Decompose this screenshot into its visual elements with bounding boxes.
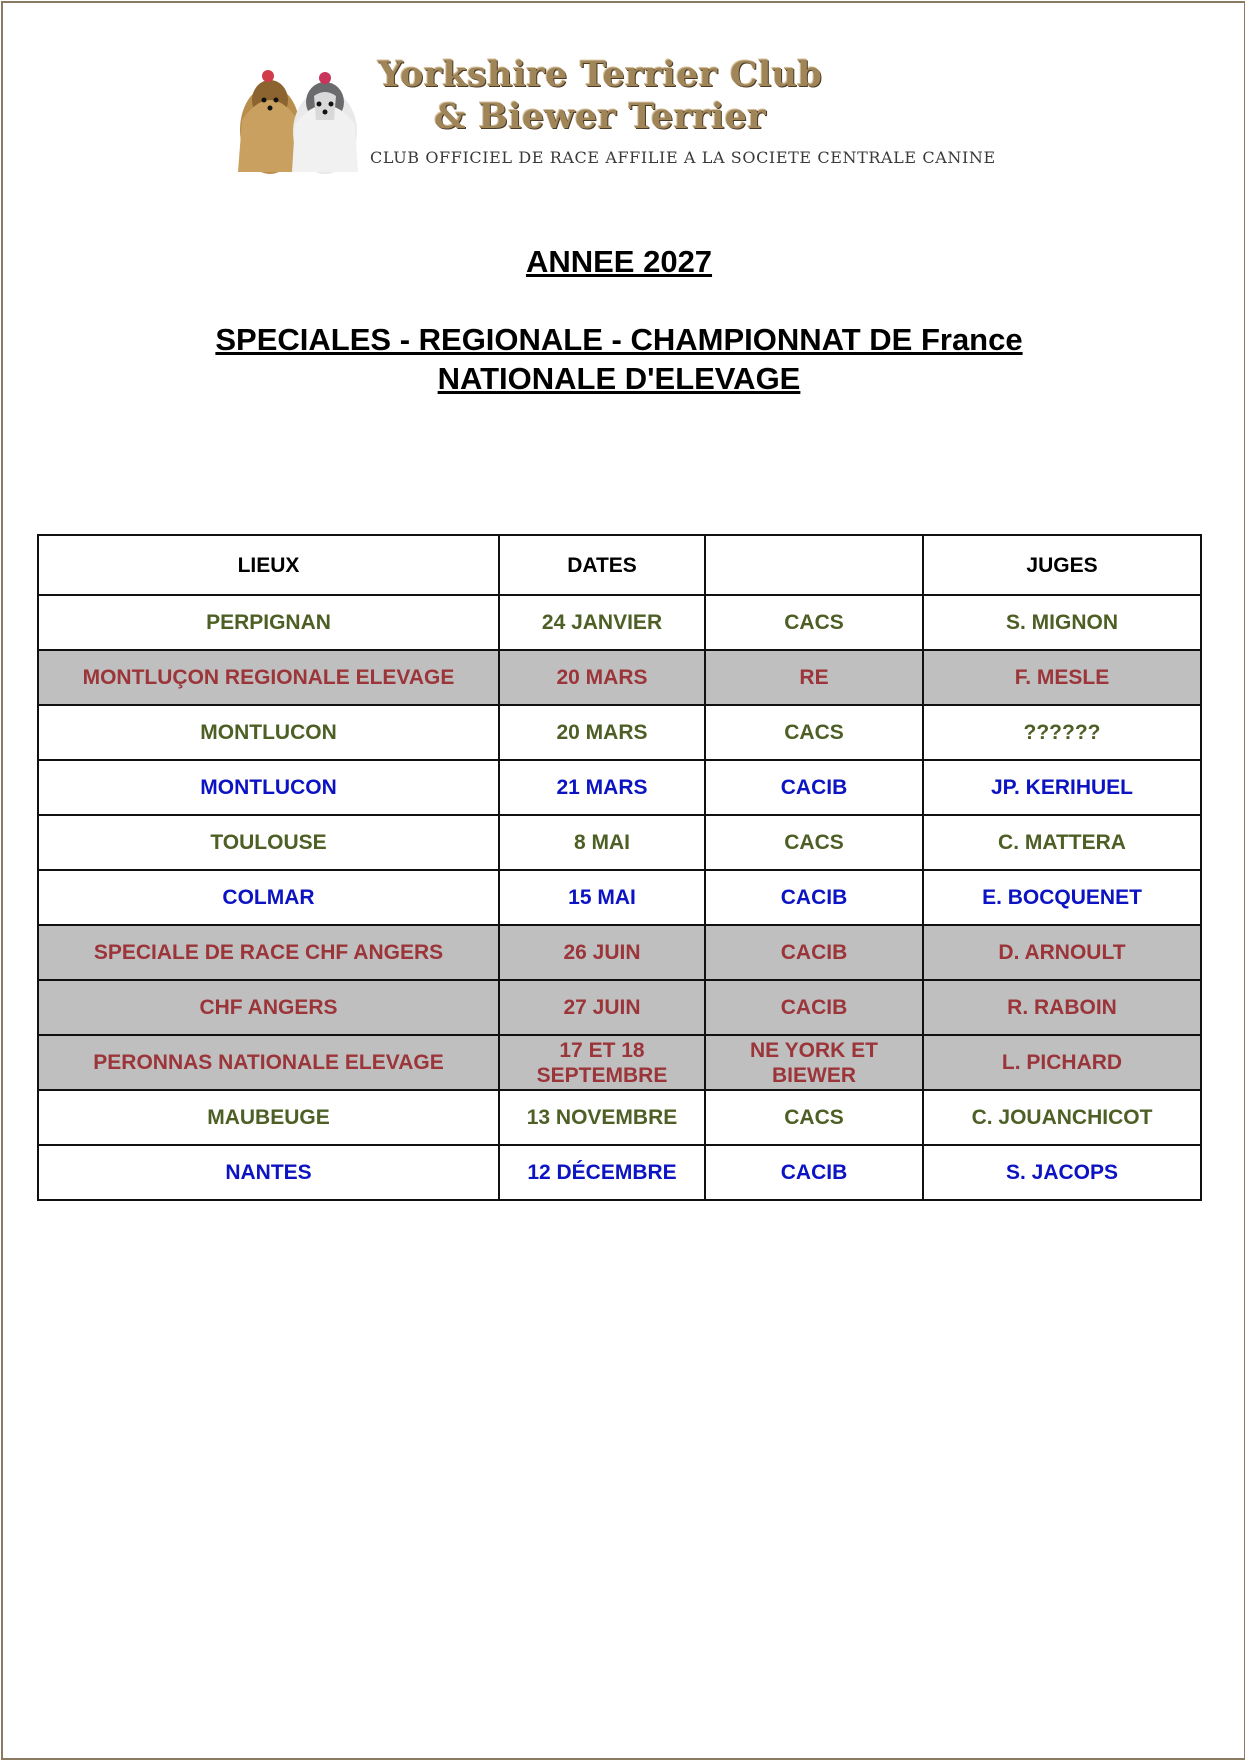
cell-date: 24 JANVIER — [499, 595, 705, 650]
cell-lieu: PERPIGNAN — [38, 595, 499, 650]
club-name-line2: & Biewer Terrier — [434, 96, 766, 137]
cell-lieu: TOULOUSE — [38, 815, 499, 870]
cell-juge: C. MATTERA — [923, 815, 1201, 870]
table-row — [38, 650, 1201, 705]
cell-juge: L. PICHARD — [923, 1035, 1201, 1090]
table-row — [38, 980, 1201, 1035]
cell-lieu: MAUBEUGE — [38, 1090, 499, 1145]
table-row — [38, 815, 1201, 870]
cell-type: CACIB — [705, 760, 923, 815]
table-row — [38, 870, 1201, 925]
table-row — [38, 1145, 1201, 1200]
cell-type: CACS — [705, 595, 923, 650]
cell-lieu: COLMAR — [38, 870, 499, 925]
page-title-line2: NATIONALE D'ELEVAGE — [437, 361, 801, 396]
cell-juge: C. JOUANCHICOT — [923, 1090, 1201, 1145]
header-type — [705, 535, 923, 595]
header-dates: DATES — [499, 535, 705, 595]
page-title-line1: SPECIALES - REGIONALE - CHAMPIONNAT DE France — [215, 322, 1023, 357]
club-logo — [230, 52, 996, 177]
cell-juge: S. MIGNON — [923, 595, 1201, 650]
cell-juge: S. JACOPS — [923, 1145, 1201, 1200]
cell-date: 20 MARS — [499, 705, 705, 760]
cell-date: 21 MARS — [499, 760, 705, 815]
cell-date: 17 ET 18 SEPTEMBRE — [499, 1035, 705, 1090]
cell-date: 27 JUIN — [499, 980, 705, 1035]
club-name — [370, 54, 830, 138]
page-title — [0, 320, 1238, 398]
cell-juge: F. MESLE — [923, 650, 1201, 705]
cell-juge: R. RABOIN — [923, 980, 1201, 1035]
cell-juge: JP. KERIHUEL — [923, 760, 1201, 815]
cell-date: 12 DÉCEMBRE — [499, 1145, 705, 1200]
cell-date: 8 MAI — [499, 815, 705, 870]
cell-type: CACS — [705, 815, 923, 870]
cell-juge: D. ARNOULT — [923, 925, 1201, 980]
table-row — [38, 925, 1201, 980]
cell-date: 20 MARS — [499, 650, 705, 705]
cell-lieu: MONTLUCON — [38, 760, 499, 815]
cell-type: RE — [705, 650, 923, 705]
club-subtitle: CLUB OFFICIEL DE RACE AFFILIE A LA SOCIETE CENTRALE CANINE — [370, 148, 996, 167]
table-row — [38, 705, 1201, 760]
cell-lieu: SPECIALE DE RACE CHF ANGERS — [38, 925, 499, 980]
dogs-logo-icon — [230, 60, 365, 175]
table-header-row — [38, 535, 1201, 595]
cell-juge: E. BOCQUENET — [923, 870, 1201, 925]
cell-type: CACS — [705, 705, 923, 760]
cell-lieu: CHF ANGERS — [38, 980, 499, 1035]
cell-date: 26 JUIN — [499, 925, 705, 980]
table-row — [38, 1035, 1201, 1090]
events-table — [37, 534, 1202, 1201]
table-row — [38, 1090, 1201, 1145]
table-row — [38, 760, 1201, 815]
header-lieux: LIEUX — [38, 535, 499, 595]
table-body — [38, 595, 1201, 1200]
cell-type: CACIB — [705, 870, 923, 925]
table-row — [38, 595, 1201, 650]
cell-type: CACIB — [705, 980, 923, 1035]
cell-type: CACIB — [705, 925, 923, 980]
cell-date: 15 MAI — [499, 870, 705, 925]
cell-juge: ?????? — [923, 705, 1201, 760]
cell-date: 13 NOVEMBRE — [499, 1090, 705, 1145]
cell-lieu: MONTLUCON — [38, 705, 499, 760]
cell-type: CACIB — [705, 1145, 923, 1200]
club-name-line1: Yorkshire Terrier Club — [377, 54, 823, 95]
page-title-year: ANNEE 2027 — [525, 244, 713, 279]
cell-lieu: PERONNAS NATIONALE ELEVAGE — [38, 1035, 499, 1090]
cell-lieu: MONTLUÇON REGIONALE ELEVAGE — [38, 650, 499, 705]
cell-type: CACS — [705, 1090, 923, 1145]
cell-lieu: NANTES — [38, 1145, 499, 1200]
cell-type: NE YORK ET BIEWER — [705, 1035, 923, 1090]
header-juges: JUGES — [923, 535, 1201, 595]
